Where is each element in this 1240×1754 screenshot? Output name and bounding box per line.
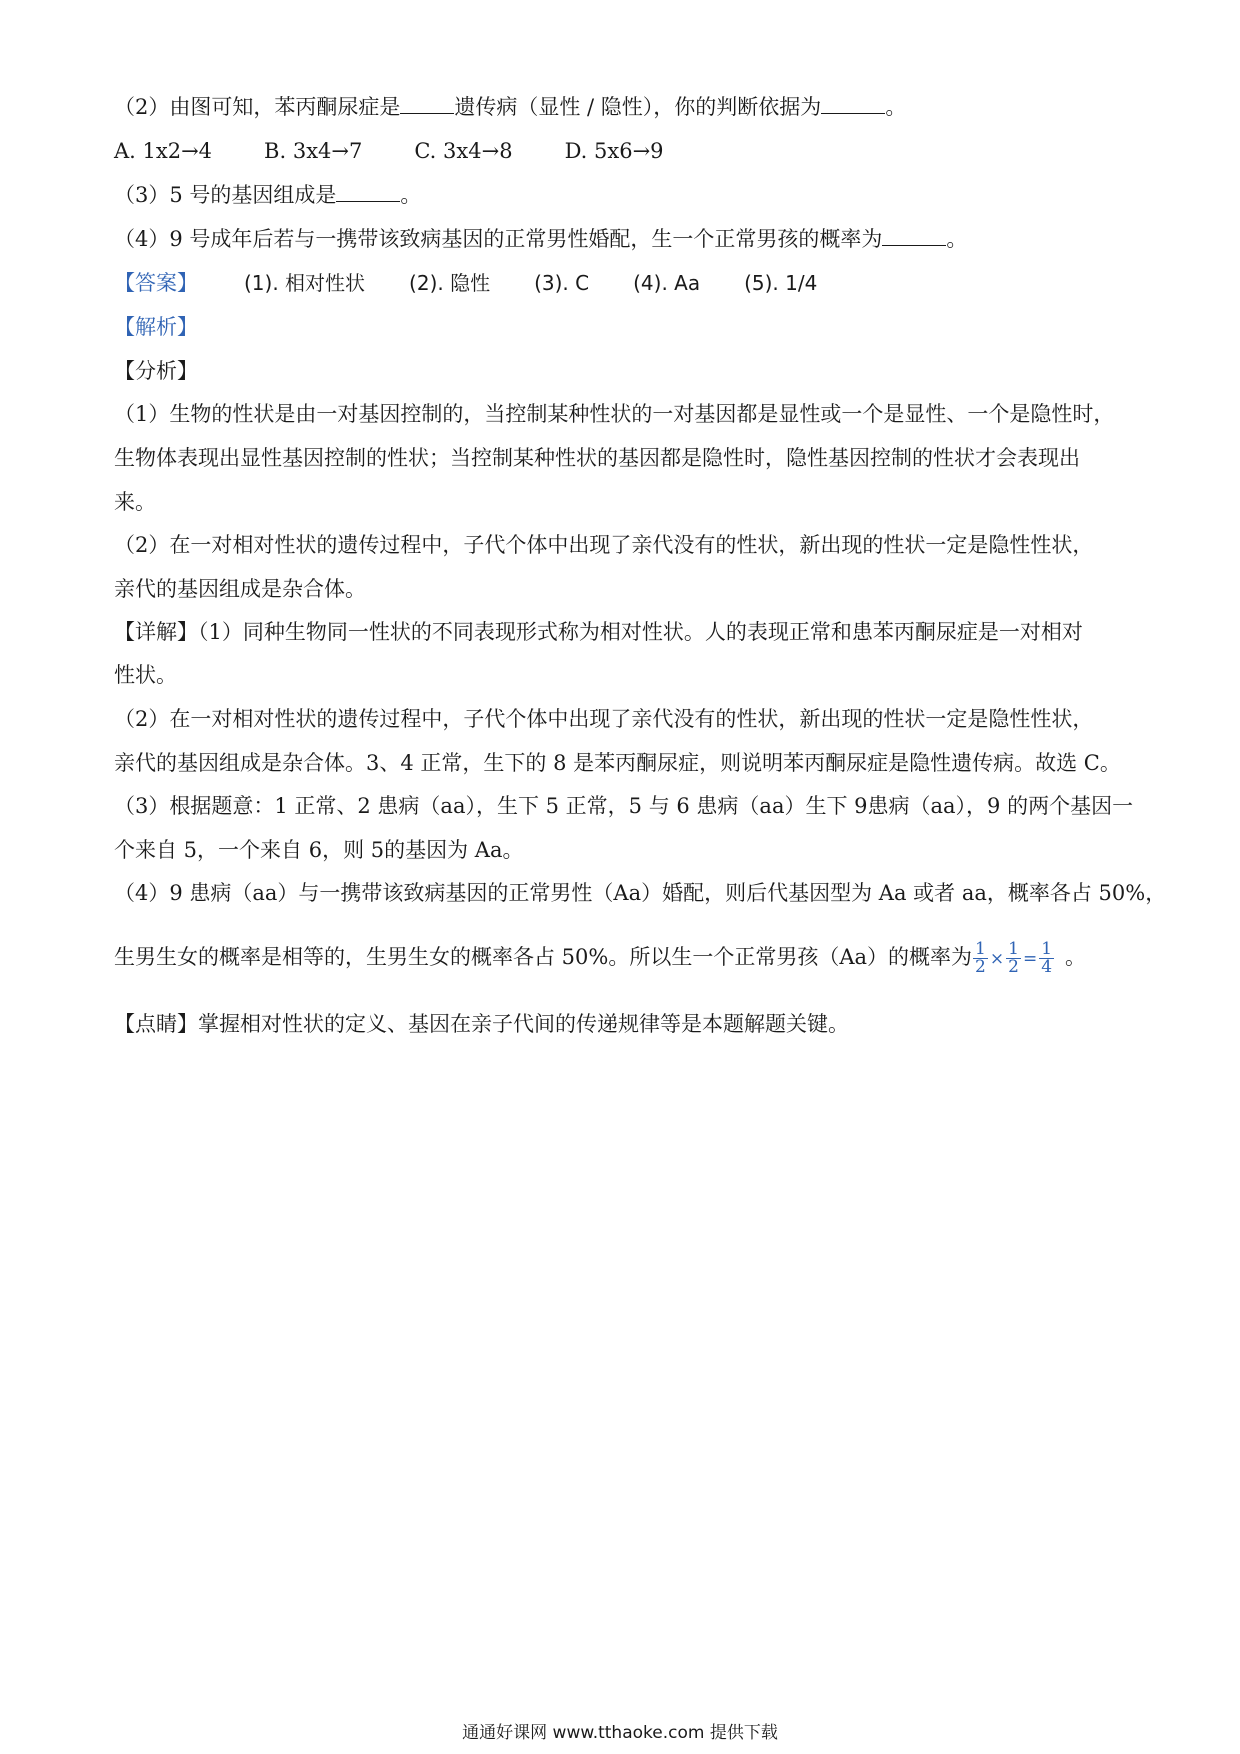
fraction: [1006, 941, 1021, 976]
answer-item: (1). 相对性状: [244, 271, 366, 295]
question-3-text-a: （3）5 号的基因组成是: [114, 183, 337, 207]
question-2-text-a: （2）由图可知，苯丙酮尿症是: [114, 95, 401, 119]
question-4-text-a: （4）9 号成年后若与一携带该致病基因的正常男性婚配，生一个正常男孩的概率为: [114, 227, 883, 251]
dianjing-row: [114, 1009, 1134, 1039]
question-2-text-b: 遗传病（显性 / 隐性），你的判断依据为: [454, 95, 822, 119]
dianjing-label: 【点睛】: [114, 1012, 198, 1036]
question-3-text-b: 。: [400, 183, 422, 207]
jiexi-label: 【解析】: [114, 315, 198, 339]
answer-row: [114, 268, 1134, 298]
fenxi-label: 【分析】: [114, 359, 198, 383]
answer-item: (5). 1/4: [744, 271, 818, 295]
equals-sign: =: [1022, 948, 1038, 969]
question-3: [114, 180, 1134, 210]
fraction: [1039, 941, 1054, 976]
detail-line: （1）同种生物同一性状的不同表现形式称为相对性状。人的表现正常和患苯丙酮尿症是一对相对: [198, 620, 1083, 644]
answer-item: (3). C: [534, 271, 590, 295]
detail-line: 性状。: [114, 663, 177, 687]
detail-last-end: 。: [1065, 945, 1087, 969]
answer-label: 【答案】: [114, 271, 198, 295]
page-footer: 通通好课网 www.tthaoke.com 提供下载: [462, 1723, 778, 1743]
question-2-text-c: 。: [885, 95, 907, 119]
detail-line: 亲代的基因组成是杂合体。3、4 正常，生下的 8 是苯丙酮尿症，则说明苯丙酮尿症是隐性遗传病。故选 C。: [114, 751, 1121, 775]
analysis-line: 生物体表现出显性基因控制的性状；当控制某种性状的基因都是隐性时，隐性基因控制的性状才会表现出: [114, 446, 1080, 470]
answer-blank: [336, 181, 400, 202]
option-a: A. 1x2→4: [114, 139, 213, 163]
detail-label: 【详解】: [114, 620, 198, 644]
fraction-numerator: 1: [975, 939, 986, 959]
fraction-numerator: 1: [1008, 939, 1019, 959]
fraction-denominator: 2: [1008, 957, 1019, 977]
analysis-line: 亲代的基因组成是杂合体。: [114, 577, 366, 601]
detail-first-line: [114, 617, 1134, 647]
fraction-numerator: 1: [1041, 939, 1053, 959]
option-d: D. 5x6→9: [564, 139, 664, 163]
answer-blank: [821, 93, 885, 114]
analysis-line: 来。: [114, 490, 156, 514]
fraction: [973, 941, 988, 976]
question-4: [114, 224, 1134, 254]
question-4-text-b: 。: [946, 227, 968, 251]
question-2: [114, 92, 1134, 122]
times-sign: ×: [989, 948, 1005, 969]
detail-formula-line: [114, 935, 1134, 981]
detail-line: （2）在一对相对性状的遗传过程中，子代个体中出现了亲代没有的性状，新出现的性状一定是隐性性状，: [114, 707, 1094, 731]
detail-line: 个来自 5，一个来自 6，则 5的基因为 Aa。: [114, 838, 524, 862]
question-2-options: [114, 136, 1134, 166]
answer-item: (2). 隐性: [409, 271, 491, 295]
fraction-denominator: 2: [975, 957, 986, 977]
answer-blank: [400, 93, 454, 114]
detail-last-line: 生男生女的概率是相等的，生男生女的概率各占 50%。所以生一个正常男孩（Aa）的概率为: [114, 945, 973, 969]
detail-line: （4）9 患病（aa）与一携带该致病基因的正常男性（Aa）婚配，则后代基因型为 Aa 或者 aa，概率各占 50%，: [114, 881, 1167, 905]
analysis-line: （1）生物的性状是由一对基因控制的，当控制某种性状的一对基因都是显性或一个是显性、一个是隐性时，: [114, 402, 1115, 426]
answer-blank: [882, 225, 946, 246]
analysis-line: （2）在一对相对性状的遗传过程中，子代个体中出现了亲代没有的性状，新出现的性状一定是隐性性状，: [114, 533, 1094, 557]
detail-line: （3）根据题意：1 正常、2 患病（aa），生下 5 正常，5 与 6 患病（aa）生下 9患病（aa），9 的两个基因一: [114, 794, 1134, 818]
option-c: C. 3x4→8: [414, 139, 513, 163]
fraction-denominator: 4: [1041, 957, 1053, 977]
option-b: B. 3x4→7: [264, 139, 363, 163]
dianjing-text: 掌握相对性状的定义、基因在亲子代间的传递规律等是本题解题关键。: [198, 1012, 849, 1036]
answer-item: (4). Aa: [633, 271, 701, 295]
